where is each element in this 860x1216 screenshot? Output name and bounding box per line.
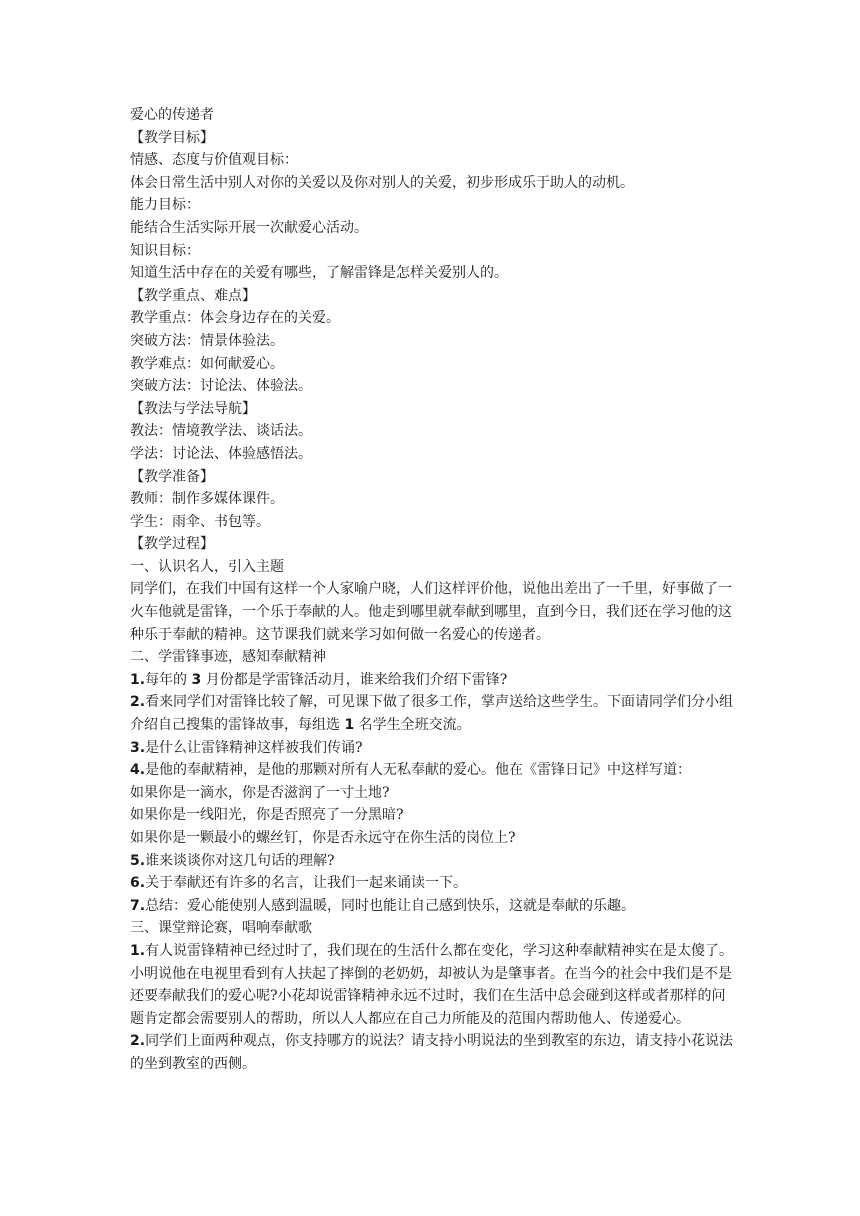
- section-2-item-1: [130, 669, 734, 692]
- item-text: 看来同学们对雷锋比较了解，可见课下做了很多工作，掌声送给这些学生。下面请同学们分小组介绍自己搜集的雷锋故事，每组选: [130, 694, 734, 734]
- item-text: 是他的奉献精神，是他的那颗对所有人无私奉献的爱心。他在《雷锋日记》中这样写道：: [145, 762, 692, 779]
- item-number: 1.: [130, 671, 146, 688]
- section-2-item-3: [130, 737, 734, 760]
- section-2-item-5: [130, 850, 734, 873]
- item-number: 1.: [130, 942, 146, 959]
- goal-ability-text: 能结合生活实际开展一次献爱心活动。: [130, 219, 368, 236]
- item-text: 关于奉献还有许多的名言，让我们一起来诵读一下。: [145, 875, 468, 892]
- goal-emotion-label: 情感、态度与价值观目标：: [130, 152, 298, 169]
- diary-quote-2: 如果你是一线阳光，你是否照亮了一分黑暗?: [130, 807, 404, 824]
- item-text: 有人说雷锋精神已经过时了，我们现在的生活什么都在变化，学习这种奉献精神实在是太傻了。小明说他在电视里看到有人扶起了摔倒的老奶奶，却被认为是肇事者。在当今的社会中我们是不是还要奉献我们的爱心呢?小花却说雷锋精神永远不过时，我们在生活中总会碰到这样或者那样的问题肯定都会需要别人的帮助，所以人人都应在自己力所能及的范围内帮助他人、传递爱心。: [130, 942, 734, 1027]
- section-2-item-2: [130, 691, 734, 736]
- difficult-point: 教学难点：如何献爱心。: [130, 355, 284, 372]
- teaching-method: 教法：情境教学法、谈话法。: [130, 423, 312, 440]
- item-number: 7.: [130, 897, 146, 914]
- section-3-title: 三、课堂辩论赛，唱响奉献歌: [130, 920, 312, 937]
- goal-ability-label: 能力目标：: [130, 197, 200, 214]
- key-point: 教学重点：体会身边存在的关爱。: [130, 310, 340, 327]
- item-text: 每年的: [145, 671, 192, 688]
- item-number: 6.: [130, 875, 146, 892]
- difficult-point-method: 突破方法：讨论法、体验法。: [130, 378, 312, 395]
- learning-method: 学法：讨论法、体验感悟法。: [130, 445, 312, 462]
- heading-teaching-goals: 【教学目标】: [130, 129, 214, 146]
- section-2-title: 二、学雷锋事迹，感知奉献精神: [130, 649, 326, 666]
- heading-key-points: 【教学重点、难点】: [130, 287, 256, 304]
- section-3-item-1: [130, 940, 734, 1030]
- item-text: 月份都是学雷锋活动月，谁来给我们介绍下雷锋?: [201, 671, 508, 688]
- item-number: 4.: [130, 762, 146, 779]
- item-text: 总结：爱心能使别人感到温暖，同时也能让自己感到快乐，这就是奉献的乐趣。: [145, 897, 636, 914]
- prep-teacher: 教师：制作多媒体课件。: [130, 491, 284, 508]
- item-inline-number: 1: [344, 717, 355, 734]
- prep-student: 学生：雨伞、书包等。: [130, 513, 270, 530]
- goal-emotion-text: 体会日常生活中别人对你的关爱以及你对别人的关爱，初步形成乐于助人的动机。: [130, 174, 634, 191]
- heading-process: 【教学过程】: [130, 536, 214, 553]
- item-number: 2.: [130, 694, 146, 711]
- item-text: 是什么让雷锋精神这样被我们传诵?: [145, 739, 363, 756]
- heading-preparation: 【教学准备】: [130, 468, 214, 485]
- section-3-item-2: [130, 1030, 734, 1075]
- item-text: 同学们上面两种观点，你支持哪方的说法？请支持小明说法的坐到教室的东边，请支持小花说法的坐到教室的西侧。: [130, 1033, 734, 1072]
- diary-quote-1: 如果你是一滴水，你是否滋润了一寸土地?: [130, 784, 390, 801]
- document-page: [130, 104, 734, 1076]
- key-point-method: 突破方法：情景体验法。: [130, 332, 284, 349]
- item-text: 谁来谈谈你对这几句话的理解?: [145, 852, 335, 869]
- item-text: 名学生全班交流。: [354, 717, 471, 734]
- section-2-item-4: [130, 759, 734, 782]
- goal-knowledge-label: 知识目标：: [130, 242, 200, 259]
- goal-knowledge-text: 知道生活中存在的关爱有哪些，了解雷锋是怎样关爱别人的。: [130, 265, 508, 282]
- section-2-item-6: [130, 872, 734, 895]
- heading-methods: 【教法与学法导航】: [130, 400, 256, 417]
- diary-quote-3: 如果你是一颗最小的螺丝钉，你是否永远守在你生活的岗位上?: [130, 830, 516, 846]
- item-inline-number: 3: [191, 671, 202, 688]
- section-1-paragraph: 同学们，在我们中国有这样一个人家喻户晓，人们这样评价他，说他出差出了一千里，好事做了一火车他就是雷锋，一个乐于奉献的人。他走到哪里就奉献到哪里，直到今日，我们还在学习他的这种乐于奉献的精神。这节课我们就来学习如何做一名爱心的传递者。: [130, 581, 732, 643]
- item-number: 5.: [130, 852, 146, 869]
- item-number: 3.: [130, 739, 146, 756]
- section-1-title: 一、认识名人，引入主题: [130, 558, 284, 575]
- document-title: 爱心的传递者: [130, 107, 214, 123]
- section-2-item-7: [130, 895, 734, 918]
- item-number: 2.: [130, 1033, 146, 1050]
